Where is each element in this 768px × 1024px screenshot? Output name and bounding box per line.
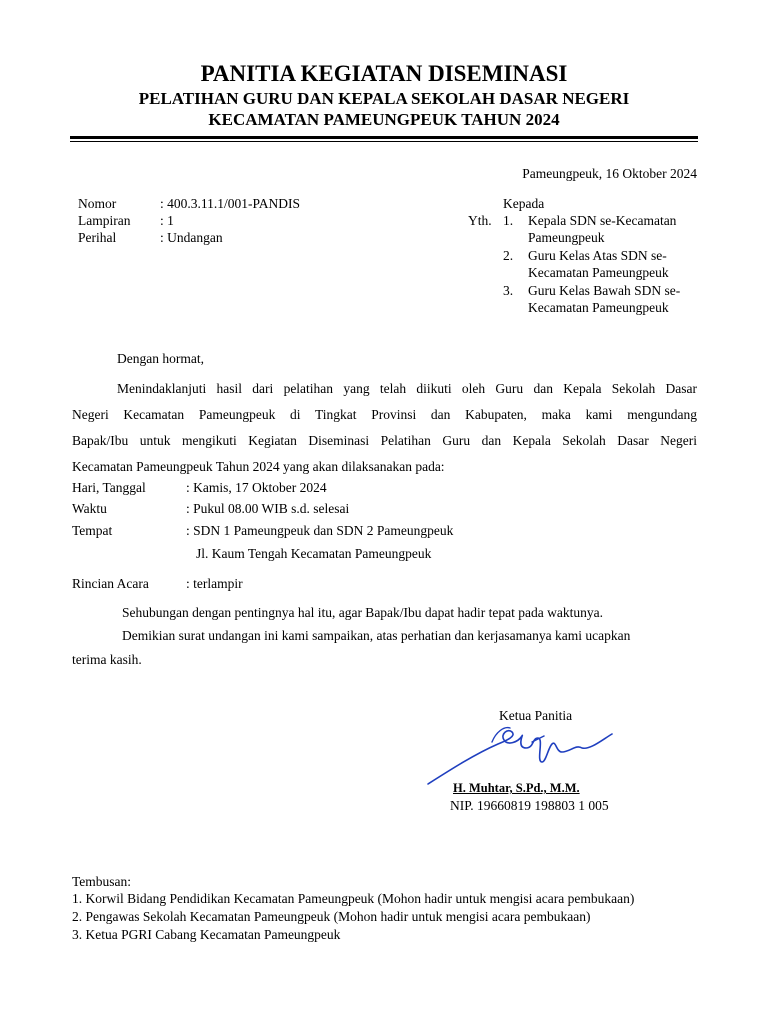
lampiran-label: Lampiran xyxy=(78,213,131,228)
cc-list xyxy=(72,890,634,944)
nomor-value: : 400.3.11.1/001-PANDIS xyxy=(160,196,301,211)
cc-title: Tembusan: xyxy=(72,874,132,889)
perihal-label: Perihal xyxy=(78,230,117,245)
recipient-num: 1. xyxy=(503,213,514,228)
signature-role: Ketua Panitia xyxy=(499,708,573,723)
letterhead-rule-thin xyxy=(70,141,698,142)
tempat-label: Tempat xyxy=(72,523,113,538)
hari-label: Hari, Tanggal xyxy=(72,480,146,495)
recipient-line: Kepala SDN se-Kecamatan xyxy=(528,213,677,228)
hari-value: : Kamis, 17 Oktober 2024 xyxy=(186,480,327,495)
recipient-line: Guru Kelas Atas SDN se- xyxy=(528,248,667,263)
nomor-label: Nomor xyxy=(78,196,117,211)
letterhead-title: PANITIA KEGIATAN DISEMINASI xyxy=(200,61,568,86)
signature-name: H. Muhtar, S.Pd., M.M. xyxy=(453,781,580,795)
recipient-num: 2. xyxy=(503,248,514,263)
tempat-address: Jl. Kaum Tengah Kecamatan Pameungpeuk xyxy=(196,546,432,561)
closing-paragraph-1: Sehubungan dengan pentingnya hal itu, agar Bapak/Ibu dapat hadir tepat pada waktunya. xyxy=(122,605,603,620)
kepada-label: Kepada xyxy=(503,196,545,211)
cc-item: 2. Pengawas Sekolah Kecamatan Pameungpeuk (Mohon hadir untuk mengisi acara pembukaan) xyxy=(72,909,591,924)
recipient-line: Kecamatan Pameungpeuk xyxy=(528,300,669,315)
recipient-line: Kecamatan Pameungpeuk xyxy=(528,265,669,280)
letterhead-subtitle-2: KECAMATAN PAMEUNGPEUK TAHUN 2024 xyxy=(208,110,560,129)
intro-line: Negeri Kecamatan Pameungpeuk di Tingkat Provinsi dan Kabupaten, maka kami mengundang xyxy=(72,407,697,422)
rincian-value: : terlampir xyxy=(186,576,243,591)
closing-paragraph-2: Demikian surat undangan ini kami sampaikan, atas perhatian dan kerjasamanya kami ucapkan xyxy=(122,628,631,643)
rincian-label: Rincian Acara xyxy=(72,576,149,591)
intro-line: Kecamatan Pameungpeuk Tahun 2024 yang akan dilaksanakan pada: xyxy=(72,459,445,474)
tempat-value: : SDN 1 Pameungpeuk dan SDN 2 Pameungpeuk xyxy=(186,523,454,538)
cc-item: 1. Korwil Bidang Pendidikan Kecamatan Pameungpeuk (Mohon hadir untuk mengisi acara pembukaan) xyxy=(72,891,635,906)
intro-line: Bapak/Ibu untuk mengikuti Kegiatan Diseminasi Pelatihan Guru dan Kepala Sekolah Dasar Negeri xyxy=(72,433,697,448)
waktu-label: Waktu xyxy=(72,501,107,516)
intro-line: Menindaklanjuti hasil dari pelatihan yang telah diikuti oleh Guru dan Kepala Sekolah Dasar xyxy=(117,381,697,396)
perihal-value: : Undangan xyxy=(160,230,223,245)
recipient-line: Guru Kelas Bawah SDN se- xyxy=(528,283,681,298)
signature-nip: NIP. 19660819 198803 1 005 xyxy=(450,798,609,813)
recipient-line: Pameungpeuk xyxy=(528,230,605,245)
letterhead-subtitle-1: PELATIHAN GURU DAN KEPALA SEKOLAH DASAR NEGERI xyxy=(138,89,630,108)
intro-paragraph xyxy=(72,376,697,480)
salutation: Dengan hormat, xyxy=(117,351,204,366)
cc-item: 3. Ketua PGRI Cabang Kecamatan Pameungpeuk xyxy=(72,927,341,942)
waktu-value: : Pukul 08.00 WIB s.d. selesai xyxy=(186,501,350,516)
yth-label: Yth. xyxy=(468,213,492,228)
closing-paragraph-2-end: terima kasih. xyxy=(72,652,142,667)
recipient-num: 3. xyxy=(503,283,514,298)
letterhead-rule-thick xyxy=(70,136,698,139)
place-date: Pameungpeuk, 16 Oktober 2024 xyxy=(522,166,697,181)
lampiran-value: : 1 xyxy=(160,213,174,228)
